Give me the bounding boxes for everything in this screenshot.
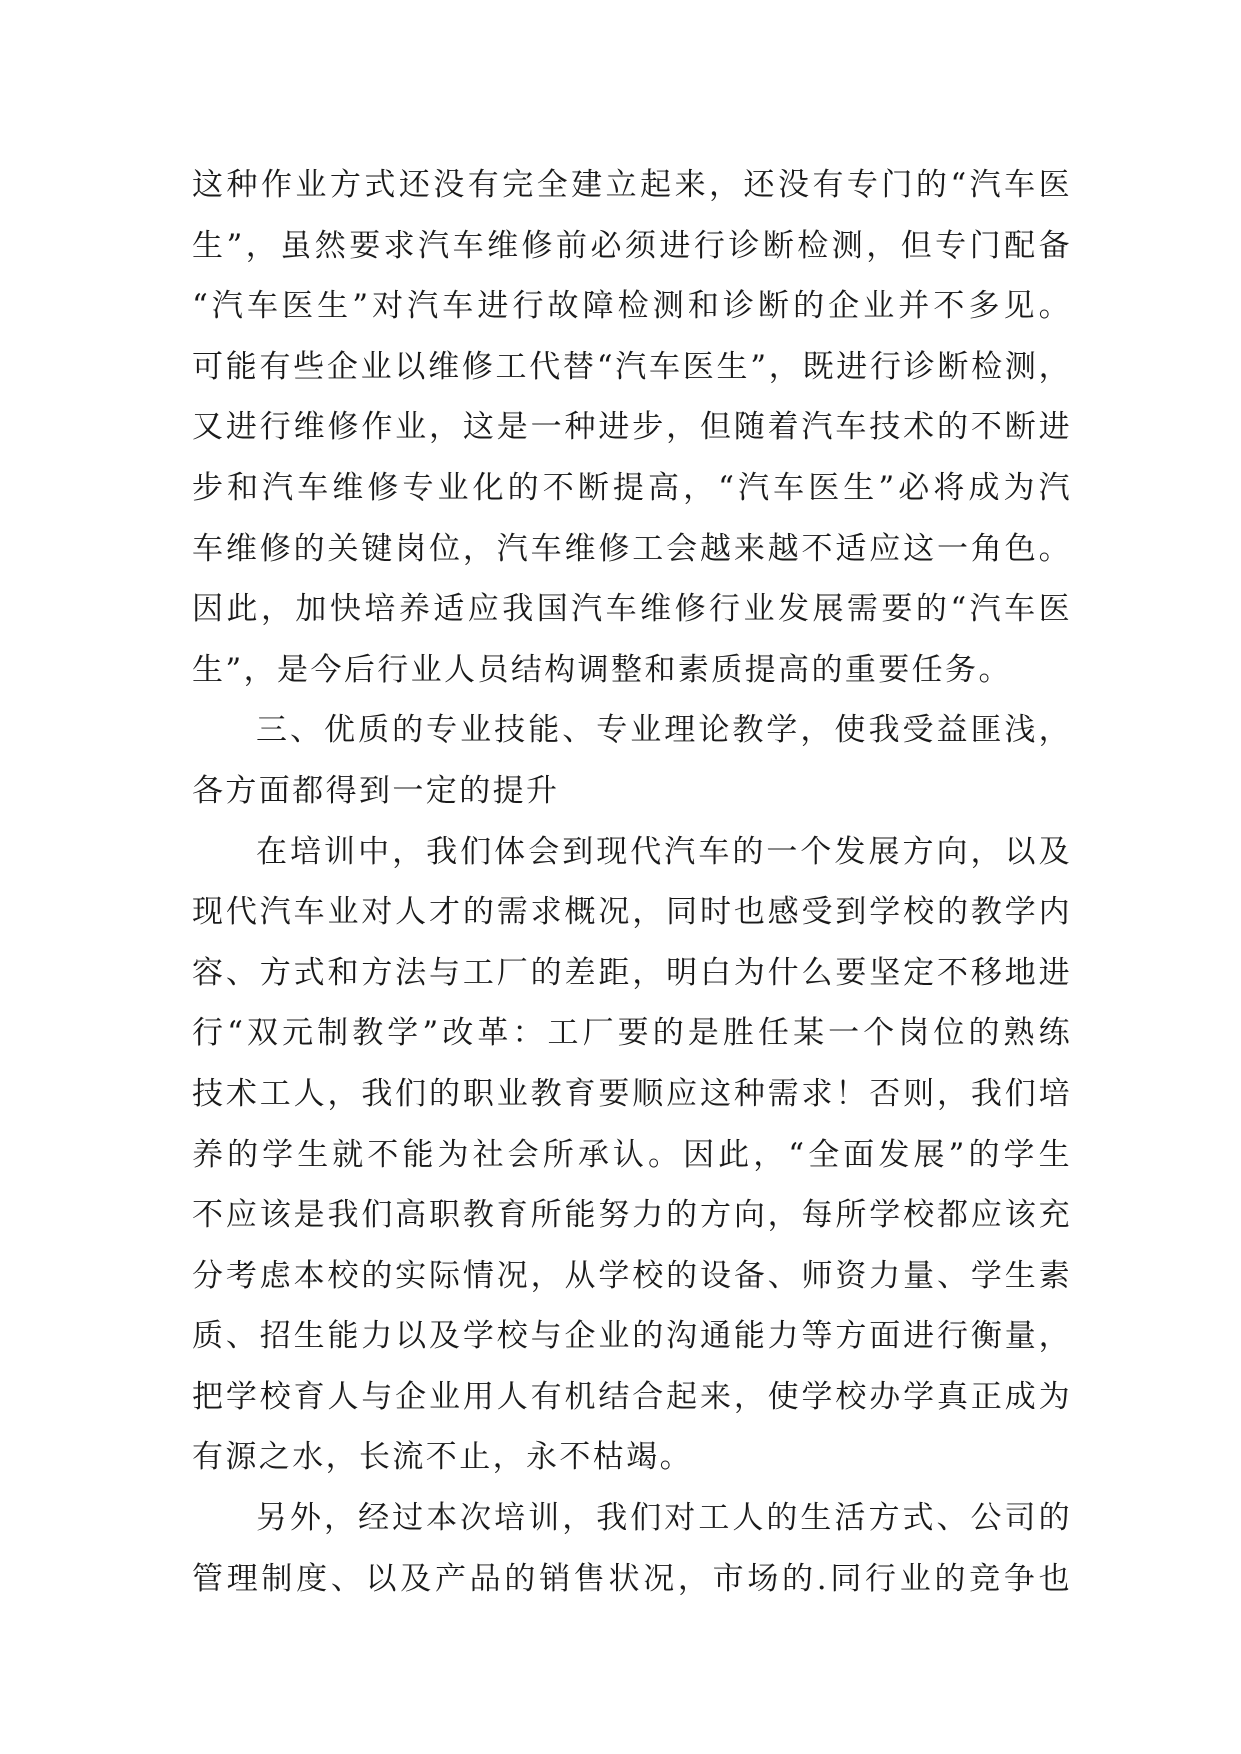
text-line: 生”，虽然要求汽车维修前必须进行诊断检测，但专门配备 <box>192 227 1072 264</box>
text-line: 技术工人，我们的职业教育要顺应这种需求！否则，我们培 <box>192 1075 1072 1112</box>
text-line: 现代汽车业对人才的需求概况，同时也感受到学校的教学内 <box>192 894 1072 931</box>
text-line: “汽车医生”对汽车进行故障检测和诊断的企业并不多见。 <box>192 288 1072 325</box>
text-line: 这种作业方式还没有完全建立起来，还没有专门的“汽车医 <box>192 167 1072 203</box>
text-line: 质、招生能力以及学校与企业的沟通能力等方面进行衡量， <box>192 1318 1072 1355</box>
text-line: 容、方式和方法与工厂的差距，明白为什么要坚定不移地进 <box>192 954 1072 991</box>
section-heading-line: 三、优质的专业技能、专业理论教学，使我受益匪浅， <box>256 712 1072 749</box>
text-line: 把学校育人与企业用人有机结合起来，使学校办学真正成为 <box>192 1378 1072 1415</box>
text-line: 管理制度、以及产品的销售状况，市场的.同行业的竞争也 <box>192 1560 1072 1597</box>
text-line: 另外，经过本次培训，我们对工人的生活方式、公司的 <box>256 1500 1072 1537</box>
text-line: 车维修的关键岗位，汽车维修工会越来越不适应这一角色。 <box>192 530 1072 567</box>
text-line: 行“双元制教学”改革：工厂要的是胜任某一个岗位的熟练 <box>192 1015 1072 1052</box>
section-heading-line: 各方面都得到一定的提升 <box>192 772 560 809</box>
text-line: 又进行维修作业，这是一种进步，但随着汽车技术的不断进 <box>192 409 1072 446</box>
text-line: 在培训中，我们体会到现代汽车的一个发展方向，以及 <box>256 833 1072 870</box>
text-line: 养的学生就不能为社会所承认。因此，“全面发展”的学生 <box>192 1136 1072 1173</box>
text-line: 步和汽车维修专业化的不断提高，“汽车医生”必将成为汽 <box>192 469 1072 506</box>
text-line: 可能有些企业以维修工代替“汽车医生”，既进行诊断检测， <box>192 348 1072 385</box>
text-line: 生”，是今后行业人员结构调整和素质提高的重要任务。 <box>192 651 1012 688</box>
text-line: 不应该是我们高职教育所能努力的方向，每所学校都应该充 <box>192 1197 1072 1234</box>
text-line: 因此，加快培养适应我国汽车维修行业发展需要的“汽车医 <box>192 591 1072 628</box>
text-line: 分考虑本校的实际情况，从学校的设备、师资力量、学生素 <box>192 1257 1072 1294</box>
text-line: 有源之水，长流不止，永不枯竭。 <box>192 1439 693 1476</box>
document-body <box>192 155 1072 1609</box>
